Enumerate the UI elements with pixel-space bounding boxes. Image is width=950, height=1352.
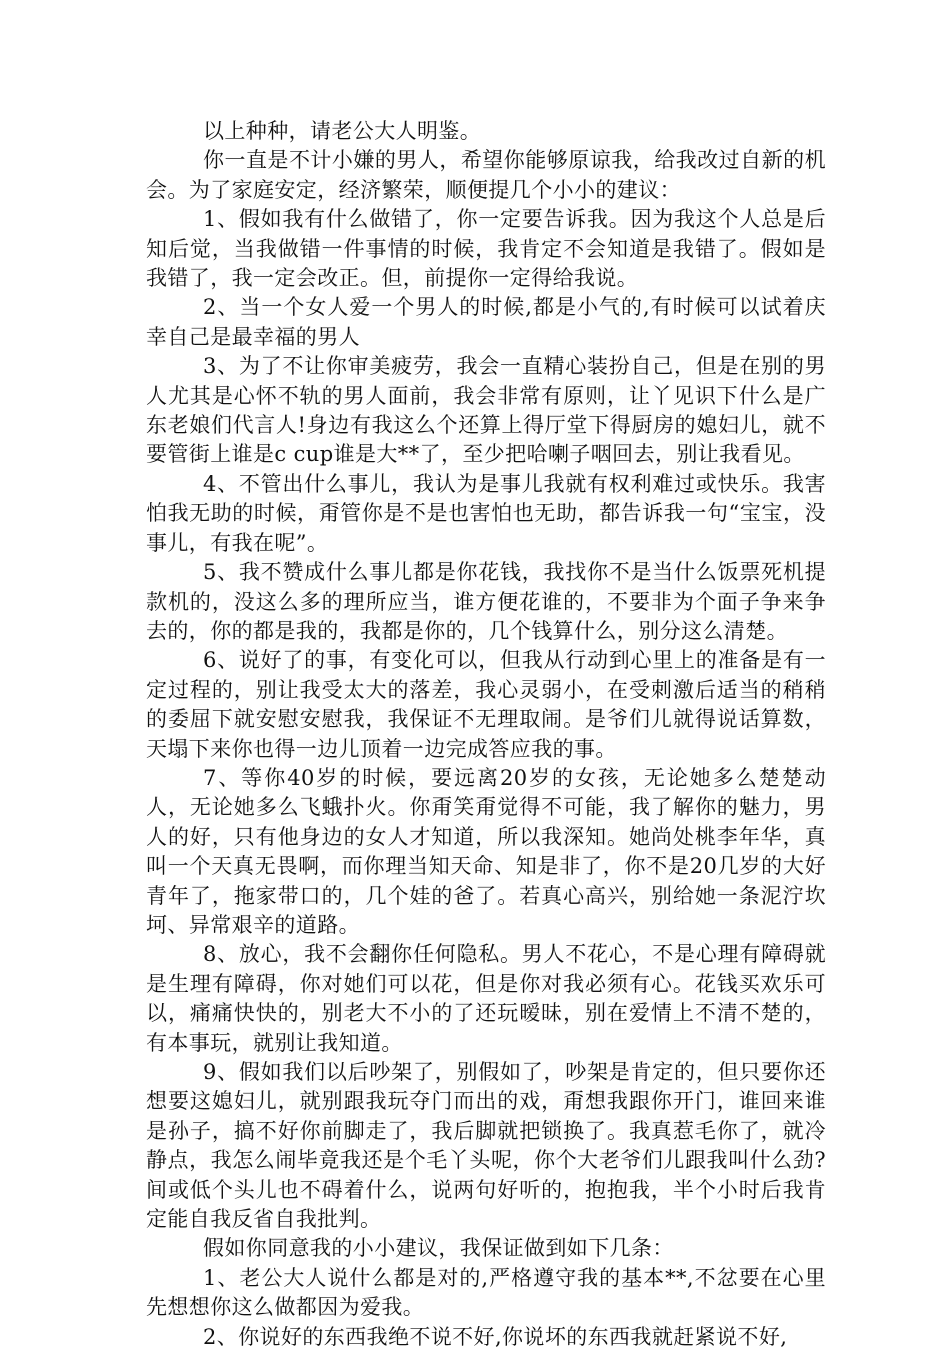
- paragraph-intro-suggestions: 你一直是不计小嫌的男人，希望你能够原谅我，给我改过自新的机会。为了家庭安定，经济繁荣，顺便提几个小小的建议：: [146, 148, 826, 202]
- paragraph-suggestion-3: 3、为了不让你审美疲劳，我会一直精心装扮自己，但是在别的男人尤其是心怀不轨的男人面前，我会非常有原则，让丫见识下什么是广东老娘们代言人!身边有我这么个还算上得厅堂下得厨房的媳妇儿，就不要管街上谁是c cup谁是大**了，至少把哈喇子咽回去，别让我看见。: [146, 354, 826, 467]
- paragraph-suggestion-2: 2、当一个女人爱一个男人的时候,都是小气的,有时候可以试着庆幸自己是最幸福的男人: [146, 295, 826, 349]
- paragraph-suggestion-5: 5、我不赞成什么事儿都是你花钱，我找你不是当什么饭票死机提款机的，没这么多的理所应当，谁方便花谁的，不要非为个面子争来争去的，你的都是我的，我都是你的，几个钱算什么，别分这么清楚。: [146, 560, 826, 643]
- paragraph-suggestion-9: 9、假如我们以后吵架了，别假如了，吵架是肯定的，但只要你还想要这媳妇儿，就别跟我玩夺门而出的戏，甭想我跟你开门，谁回来谁是孙子，搞不好你前脚走了，我后脚就把锁换了。我真惹毛你了，就冷静点，我怎么闹毕竟我还是个毛丫头呢，你个大老爷们儿跟我叫什么劲?间或低个头儿也不碍着什么，说两句好听的，抱抱我，半个小时后我肯定能自我反省自我批判。: [146, 1060, 826, 1232]
- paragraph-promise-1: 1、老公大人说什么都是对的,严格遵守我的基本**,不忿要在心里先想想你这么做都因为爱我。: [146, 1265, 826, 1320]
- paragraph-suggestion-8: 8、放心，我不会翻你任何隐私。男人不花心，不是心理有障碍就是生理有障碍，你对她们可以花，但是你对我必须有心。花钱买欢乐可以，痛痛快快的，别老大不小的了还玩暧昧，别在爱情上不清不楚的，有本事玩，就别让我知道。: [146, 942, 826, 1055]
- paragraph-promises-intro: 假如你同意我的小小建议，我保证做到如下几条：: [203, 1236, 674, 1261]
- paragraph-promise-2: 2、你说好的东西我绝不说不好,你说坏的东西我就赶紧说不好,: [203, 1324, 788, 1349]
- paragraph-suggestion-6: 6、说好了的事，有变化可以，但我从行动到心里上的准备是有一定过程的，别让我受太大的落差，我心灵弱小，在受刺激后适当的稍稍的委屈下就安慰安慰我，我保证不无理取闹。是爷们儿就得说话算数，天塌下来你也得一边儿顶着一边完成答应我的事。: [146, 648, 826, 761]
- paragraph-suggestion-7: 7、等你40岁的时候，要远离20岁的女孩，无论她多么楚楚动人，无论她多么飞蛾扑火。你甭笑甭觉得不可能，我了解你的魅力，男人的好，只有他身边的女人才知道，所以我深知。她尚处桃李年华，真叫一个天真无畏啊，而你理当知天命、知是非了，你不是20几岁的大好青年了，拖家带口的，几个娃的爸了。若真心高兴，别给她一条泥泞坎坷、异常艰辛的道路。: [146, 765, 826, 937]
- document-body: [146, 117, 826, 1352]
- paragraph-closing-summary: 以上种种，请老公大人明鉴。: [203, 119, 482, 143]
- paragraph-suggestion-4: 4、不管出什么事儿，我认为是事儿我就有权利难过或快乐。我害怕我无助的时候，甭管你是不是也害怕也无助，都告诉我一句“宝宝，没事儿，有我在呢”。: [146, 471, 826, 555]
- paragraph-suggestion-1: 1、假如我有什么做错了，你一定要告诉我。因为我这个人总是后知后觉，当我做错一件事情的时候，我肯定不会知道是我错了。假如是我错了，我一定会改正。但，前提你一定得给我说。: [146, 207, 826, 291]
